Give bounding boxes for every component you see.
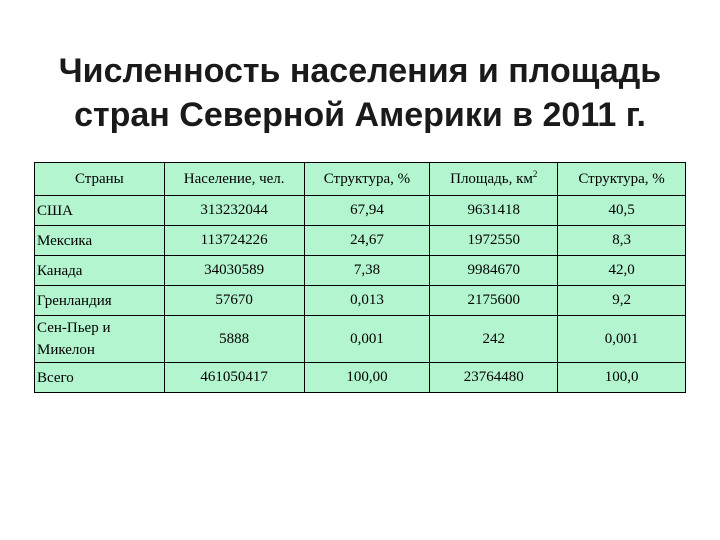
table-row bbox=[35, 316, 686, 363]
cell-country: Сен-Пьер и Микелон bbox=[35, 316, 165, 363]
cell-population: 57670 bbox=[164, 286, 304, 316]
header-population: Население, чел. bbox=[164, 163, 304, 196]
cell-area: 9631418 bbox=[430, 196, 558, 226]
cell-area: 23764480 bbox=[430, 363, 558, 393]
cell-structure-population: 0,001 bbox=[304, 316, 430, 363]
cell-area: 9984670 bbox=[430, 256, 558, 286]
cell-structure-population: 100,00 bbox=[304, 363, 430, 393]
title-line-2: стран Северной Америки в 2011 г. bbox=[74, 95, 646, 134]
table-row-total bbox=[35, 363, 686, 393]
header-area-superscript: 2 bbox=[532, 168, 538, 179]
cell-population: 313232044 bbox=[164, 196, 304, 226]
title-line-1: Численность населения и площадь bbox=[58, 51, 662, 90]
table-header-row bbox=[35, 163, 686, 196]
header-area-label: Площадь, км bbox=[450, 170, 533, 187]
cell-population: 34030589 bbox=[164, 256, 304, 286]
table-row bbox=[35, 196, 686, 226]
cell-country: Канада bbox=[35, 256, 165, 286]
cell-structure-area: 8,3 bbox=[558, 226, 686, 256]
cell-country: Гренландия bbox=[35, 286, 165, 316]
data-table bbox=[34, 162, 686, 393]
cell-area: 1972550 bbox=[430, 226, 558, 256]
cell-area: 242 bbox=[430, 316, 558, 363]
cell-country: Мексика bbox=[35, 226, 165, 256]
header-structure-area: Структура, % bbox=[558, 163, 686, 196]
table-row bbox=[35, 286, 686, 316]
cell-structure-area: 42,0 bbox=[558, 256, 686, 286]
cell-country: Всего bbox=[35, 363, 165, 393]
table-row bbox=[35, 256, 686, 286]
cell-country: США bbox=[35, 196, 165, 226]
header-structure-population: Структура, % bbox=[304, 163, 430, 196]
cell-structure-population: 7,38 bbox=[304, 256, 430, 286]
cell-structure-population: 24,67 bbox=[304, 226, 430, 256]
cell-population: 461050417 bbox=[164, 363, 304, 393]
cell-structure-area: 40,5 bbox=[558, 196, 686, 226]
table-row bbox=[35, 226, 686, 256]
header-country: Страны bbox=[35, 163, 165, 196]
cell-structure-area: 9,2 bbox=[558, 286, 686, 316]
header-area bbox=[430, 163, 558, 196]
cell-population: 5888 bbox=[164, 316, 304, 363]
cell-structure-population: 67,94 bbox=[304, 196, 430, 226]
cell-area: 2175600 bbox=[430, 286, 558, 316]
cell-structure-area: 0,001 bbox=[558, 316, 686, 363]
cell-structure-population: 0,013 bbox=[304, 286, 430, 316]
cell-structure-area: 100,0 bbox=[558, 363, 686, 393]
cell-population: 113724226 bbox=[164, 226, 304, 256]
page-title bbox=[0, 49, 720, 137]
